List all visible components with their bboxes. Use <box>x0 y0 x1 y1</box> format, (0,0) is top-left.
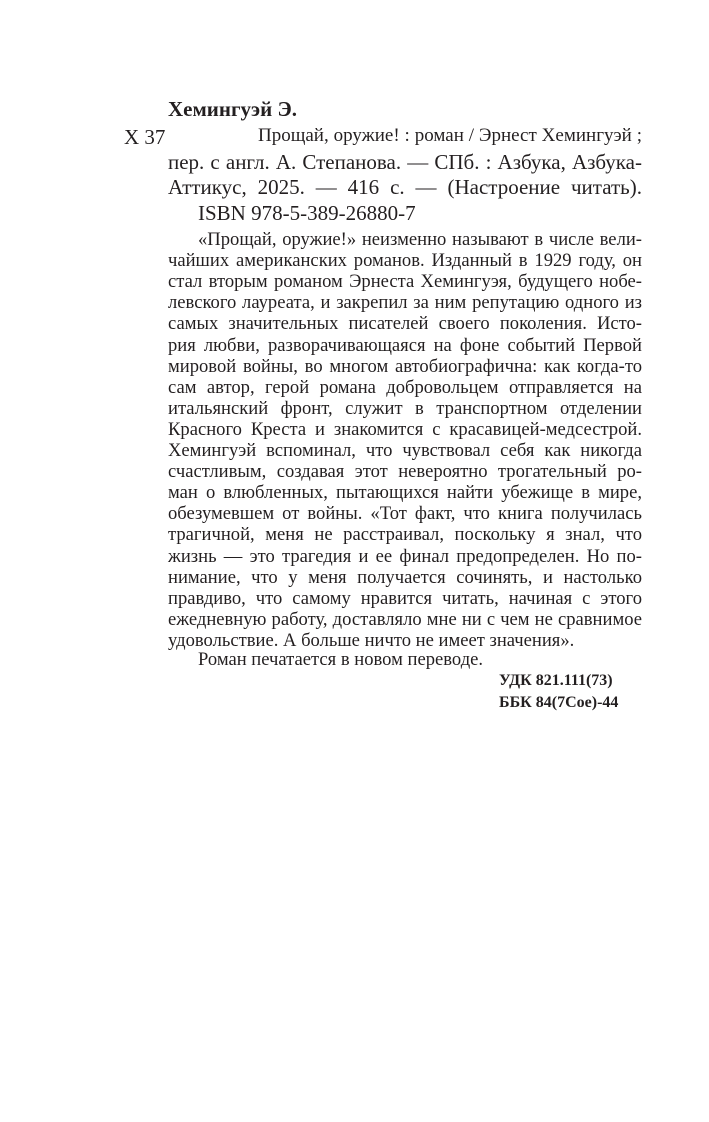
annotation-line: сам автор, герой романа добровольцем отправляется на <box>168 376 642 398</box>
class-code: Х 37 <box>124 125 166 149</box>
isbn: ISBN 978-5-389-26880-7 <box>198 201 416 225</box>
annotation-line: самых значительных писателей своего поколения. Исто- <box>168 313 642 335</box>
annotation-line: итальянский фронт, служит в транспортном отделении <box>168 397 642 419</box>
annotation-line: удовольствие. А больше ничто не имеет значения». <box>168 629 575 651</box>
annotation-line: стал вторым романом Эрнеста Хемингуэя, будущего нобе- <box>168 271 642 293</box>
annotation-line: «Прощай, оружие!» неизменно называют в числе вели- <box>198 229 642 250</box>
annotation-line: левского лауреата, и закрепил за ним репутацию одного из <box>168 292 642 314</box>
annotation-line: жизнь — это трагедия и ее финал предопределен. Но по- <box>168 545 642 567</box>
annotation-line: правдиво, что самому нравится читать, начиная с этого <box>168 587 642 609</box>
annotation-line: Красного Креста и знакомится с красавицей-медсестрой. <box>168 418 642 440</box>
annotation-line: чайших американских романов. Изданный в 1929 году, он <box>168 250 642 272</box>
note: Роман печатается в новом переводе. <box>198 649 484 670</box>
annotation-line: трагичной, меня не расстраивал, поскольку я знал, что <box>168 524 642 546</box>
annotation-line: мировой войны, во многом автобиографична: как когда-то <box>168 355 642 377</box>
author-heading: Хемингуэй Э. <box>168 97 297 121</box>
annotation-line: Хемингуэй вспоминал, что чувствовал себя как никогда <box>168 440 642 461</box>
annotation-line: ежедневную работу, доставляло мне ни с чем не сравнимое <box>168 608 642 630</box>
annotation-line: нимание, что у меня получается сочинять, и настолько <box>168 566 642 588</box>
bibliographic-line: пер. с англ. А. Степанова. — СПб. : Азбука, Азбука- <box>168 150 642 174</box>
bbk-code: ББК 84(7Сое)-44 <box>499 694 619 711</box>
annotation-line: рия любви, разворачивающаяся на фоне событий Первой <box>168 334 642 356</box>
bibliographic-line: Аттикус, 2025. — 416 с. — (Настроение читать). <box>168 175 642 199</box>
annotation-line: счастливым, создавая этот невероятно трогательный ро- <box>168 461 642 483</box>
annotation-line: ман о влюбленных, пытающихся найти убежище в мире, <box>168 482 642 504</box>
udk-code: УДК 821.111(73) <box>499 672 613 689</box>
annotation-line: обезумевшем от войны. «Тот факт, что книга получилась <box>168 503 642 525</box>
bibliographic-line: Прощай, оружие! : роман / Эрнест Хемингуэй ; <box>258 125 642 146</box>
